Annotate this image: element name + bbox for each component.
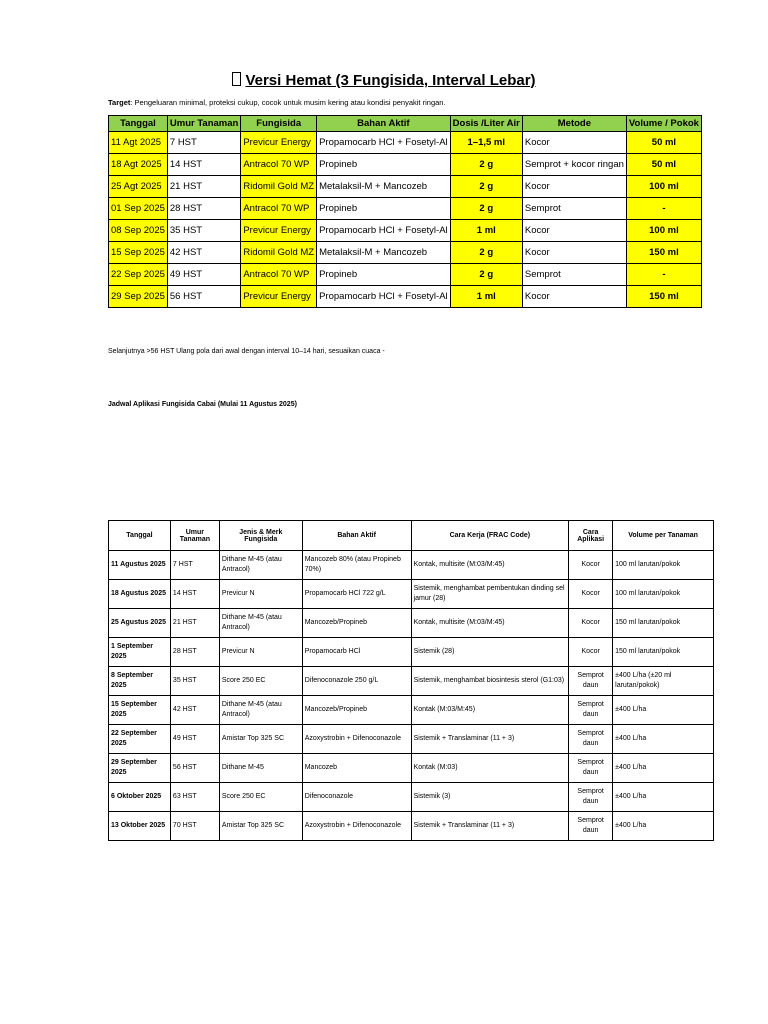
table-cell: ±400 L/ha: [613, 725, 714, 754]
column-header: Dosis /Liter Air: [450, 116, 522, 132]
table-cell: 25 Agustus 2025: [109, 609, 171, 638]
table-cell: 49 HST: [170, 725, 219, 754]
table-cell: 100 ml larutan/pokok: [613, 580, 714, 609]
table-cell: 2 g: [450, 154, 522, 176]
table-cell: Ridomil Gold MZ: [241, 242, 317, 264]
column-header: Metode: [522, 116, 626, 132]
table-cell: Previcur Energy: [241, 132, 317, 154]
hemat-schedule-table: [108, 115, 702, 308]
table-cell: Semprot daun: [569, 783, 613, 812]
table-cell: Semprot + kocor ringan: [522, 154, 626, 176]
table-cell: 150 ml larutan/pokok: [613, 609, 714, 638]
table-cell: ±400 L/ha: [613, 696, 714, 725]
table-cell: Propineb: [317, 154, 451, 176]
table-cell: Kocor: [569, 609, 613, 638]
table-cell: 42 HST: [170, 696, 219, 725]
table-row: [109, 638, 714, 667]
table-cell: Kontak, multisite (M:03/M:45): [411, 609, 569, 638]
table-cell: -: [626, 264, 701, 286]
table-cell: 42 HST: [167, 242, 240, 264]
column-header: Tanggal: [109, 521, 171, 551]
table-cell: Previcur N: [219, 580, 302, 609]
table-row: [109, 264, 702, 286]
table-cell: Azoxystrobin + Difenoconazole: [302, 812, 411, 841]
table-cell: ±400 L/ha: [613, 783, 714, 812]
column-header: Volume / Pokok: [626, 116, 701, 132]
table-cell: Sistemik (3): [411, 783, 569, 812]
table-cell: Kontak, multisite (M:03/M:45): [411, 551, 569, 580]
table-cell: 150 ml: [626, 286, 701, 308]
table-cell: 2 g: [450, 242, 522, 264]
table-cell: Semprot daun: [569, 725, 613, 754]
table-cell: 150 ml larutan/pokok: [613, 638, 714, 667]
table-cell: Semprot daun: [569, 667, 613, 696]
column-header: Cara Aplikasi: [569, 521, 613, 551]
table-cell: 15 September 2025: [109, 696, 171, 725]
table-cell: Propineb: [317, 198, 451, 220]
table-cell: 70 HST: [170, 812, 219, 841]
table-cell: 28 HST: [170, 638, 219, 667]
table-cell: Propamocarb HCl + Fosetyl-Al: [317, 132, 451, 154]
table-cell: Semprot daun: [569, 812, 613, 841]
table-cell: Propamocarb HCl: [302, 638, 411, 667]
table-cell: 2 g: [450, 176, 522, 198]
table-cell: Score 250 EC: [219, 783, 302, 812]
table-cell: Propamocarb HCl + Fosetyl-Al: [317, 286, 451, 308]
table-row: [109, 154, 702, 176]
table-cell: Antracol 70 WP: [241, 264, 317, 286]
table-cell: 56 HST: [167, 286, 240, 308]
table-cell: 29 September 2025: [109, 754, 171, 783]
table-cell: Kontak (M:03/M:45): [411, 696, 569, 725]
table-cell: 21 HST: [167, 176, 240, 198]
table-cell: 63 HST: [170, 783, 219, 812]
table-cell: Antracol 70 WP: [241, 154, 317, 176]
table-cell: 15 Sep 2025: [109, 242, 168, 264]
table-cell: Sistemik, menghambat biosintesis sterol (G1:03): [411, 667, 569, 696]
table-cell: Mancozeb/Propineb: [302, 609, 411, 638]
table-cell: 7 HST: [170, 551, 219, 580]
column-header: Fungisida: [241, 116, 317, 132]
table-row: [109, 754, 714, 783]
table-cell: -: [626, 198, 701, 220]
table-cell: Mancozeb/Propineb: [302, 696, 411, 725]
table-cell: Propineb: [317, 264, 451, 286]
table-cell: Previcur N: [219, 638, 302, 667]
table-cell: 2 g: [450, 198, 522, 220]
table-cell: ±400 L/ha (±20 ml larutan/pokok): [613, 667, 714, 696]
table-cell: Difenoconazole 250 g/L: [302, 667, 411, 696]
table-cell: 49 HST: [167, 264, 240, 286]
document-title: [0, 72, 768, 89]
table-cell: 7 HST: [167, 132, 240, 154]
table-cell: 14 HST: [170, 580, 219, 609]
table-cell: 100 ml: [626, 176, 701, 198]
target-text: : Pengeluaran minimal, proteksi cukup, cocok untuk musim kering atau kondisi penyakit ringan.: [130, 98, 446, 107]
table-cell: 14 HST: [167, 154, 240, 176]
table-cell: 8 September 2025: [109, 667, 171, 696]
table-cell: 100 ml larutan/pokok: [613, 551, 714, 580]
table-cell: 25 Agt 2025: [109, 176, 168, 198]
table-cell: 56 HST: [170, 754, 219, 783]
column-header: Umur Tanaman: [170, 521, 219, 551]
table-row: [109, 198, 702, 220]
table-cell: Mancozeb: [302, 754, 411, 783]
table-cell: 13 Oktober 2025: [109, 812, 171, 841]
table-cell: Amistar Top 325 SC: [219, 725, 302, 754]
table-cell: Azoxystrobin + Difenoconazole: [302, 725, 411, 754]
table-cell: 1 ml: [450, 286, 522, 308]
table-row: [109, 725, 714, 754]
table-cell: Previcur Energy: [241, 286, 317, 308]
table-cell: Kontak (M:03): [411, 754, 569, 783]
table-cell: Dithane M-45 (atau Antracol): [219, 551, 302, 580]
table-cell: 22 September 2025: [109, 725, 171, 754]
table-row: [109, 609, 714, 638]
table-cell: 150 ml: [626, 242, 701, 264]
table-row: [109, 551, 714, 580]
table-cell: 11 Agustus 2025: [109, 551, 171, 580]
table-cell: 11 Agt 2025: [109, 132, 168, 154]
column-header: Jenis & Merk Fungisida: [219, 521, 302, 551]
table-cell: Mancozeb 80% (atau Propineb 70%): [302, 551, 411, 580]
table-row: [109, 667, 714, 696]
table-cell: Kocor: [522, 220, 626, 242]
table-cell: Dithane M-45 (atau Antracol): [219, 696, 302, 725]
column-header: Volume per Tanaman: [613, 521, 714, 551]
table-cell: 1–1,5 ml: [450, 132, 522, 154]
table-cell: Propamocarb HCl + Fosetyl-Al: [317, 220, 451, 242]
table-cell: Propamocarb HCl 722 g/L: [302, 580, 411, 609]
table-cell: Kocor: [522, 286, 626, 308]
table-cell: 18 Agustus 2025: [109, 580, 171, 609]
table-cell: 35 HST: [167, 220, 240, 242]
table-cell: Score 250 EC: [219, 667, 302, 696]
table-cell: 01 Sep 2025: [109, 198, 168, 220]
table-cell: Dithane M-45 (atau Antracol): [219, 609, 302, 638]
column-header: Cara Kerja (FRAC Code): [411, 521, 569, 551]
table-cell: Previcur Energy: [241, 220, 317, 242]
table-cell: Sistemik + Translaminar (11 + 3): [411, 812, 569, 841]
table-cell: 21 HST: [170, 609, 219, 638]
table-row: [109, 580, 714, 609]
table-cell: Semprot daun: [569, 754, 613, 783]
table-cell: 50 ml: [626, 154, 701, 176]
table-cell: Kocor: [569, 580, 613, 609]
table-cell: Dithane M-45: [219, 754, 302, 783]
fungicide-schedule-table: [108, 520, 714, 841]
table-cell: Semprot: [522, 198, 626, 220]
table-cell: Sistemik (28): [411, 638, 569, 667]
table-cell: ±400 L/ha: [613, 754, 714, 783]
table-cell: 08 Sep 2025: [109, 220, 168, 242]
table-cell: 2 g: [450, 264, 522, 286]
table-cell: Kocor: [522, 132, 626, 154]
column-header: Bahan Aktif: [302, 521, 411, 551]
table-cell: Semprot: [522, 264, 626, 286]
box-glyph-icon: [232, 72, 241, 86]
table-row: [109, 132, 702, 154]
table-row: [109, 176, 702, 198]
table-header-row: [109, 521, 714, 551]
table-header-row: [109, 116, 702, 132]
table-row: [109, 812, 714, 841]
table-cell: 35 HST: [170, 667, 219, 696]
table-cell: Kocor: [569, 551, 613, 580]
table-row: [109, 286, 702, 308]
table-cell: 100 ml: [626, 220, 701, 242]
table-cell: Amistar Top 325 SC: [219, 812, 302, 841]
table-cell: Ridomil Gold MZ: [241, 176, 317, 198]
target-line: [108, 98, 446, 107]
table-cell: ±400 L/ha: [613, 812, 714, 841]
table-cell: 22 Sep 2025: [109, 264, 168, 286]
table-cell: Antracol 70 WP: [241, 198, 317, 220]
target-label: Target: [108, 98, 131, 107]
document-title-text: Versi Hemat (3 Fungisida, Interval Lebar): [245, 72, 536, 89]
table-cell: 28 HST: [167, 198, 240, 220]
table-cell: 50 ml: [626, 132, 701, 154]
table-row: [109, 696, 714, 725]
table-cell: 29 Sep 2025: [109, 286, 168, 308]
table-cell: Metalaksil-M + Mancozeb: [317, 242, 451, 264]
table-cell: 1 ml: [450, 220, 522, 242]
table-cell: Sistemik, menghambat pembentukan dinding sel jamur (28): [411, 580, 569, 609]
table-cell: Kocor: [569, 638, 613, 667]
table-cell: Kocor: [522, 242, 626, 264]
table-cell: Semprot daun: [569, 696, 613, 725]
column-header: Tanggal: [109, 116, 168, 132]
table-cell: Sistemik + Translaminar (11 + 3): [411, 725, 569, 754]
table-row: [109, 242, 702, 264]
schedule-title: Jadwal Aplikasi Fungisida Cabai (Mulai 11 Agustus 2025): [108, 401, 297, 408]
table-cell: Metalaksil-M + Mancozeb: [317, 176, 451, 198]
column-header: Umur Tanaman: [167, 116, 240, 132]
table-cell: Difenoconazole: [302, 783, 411, 812]
table-cell: 1 September 2025: [109, 638, 171, 667]
table-cell: Kocor: [522, 176, 626, 198]
table-row: [109, 783, 714, 812]
continue-note: Selanjutnya >56 HST Ulang pola dari awal dengan interval 10–14 hari, sesuaikan cuaca -: [108, 348, 385, 355]
column-header: Bahan Aktif: [317, 116, 451, 132]
table-cell: 18 Agt 2025: [109, 154, 168, 176]
table-cell: 6 Oktober 2025: [109, 783, 171, 812]
table-row: [109, 220, 702, 242]
